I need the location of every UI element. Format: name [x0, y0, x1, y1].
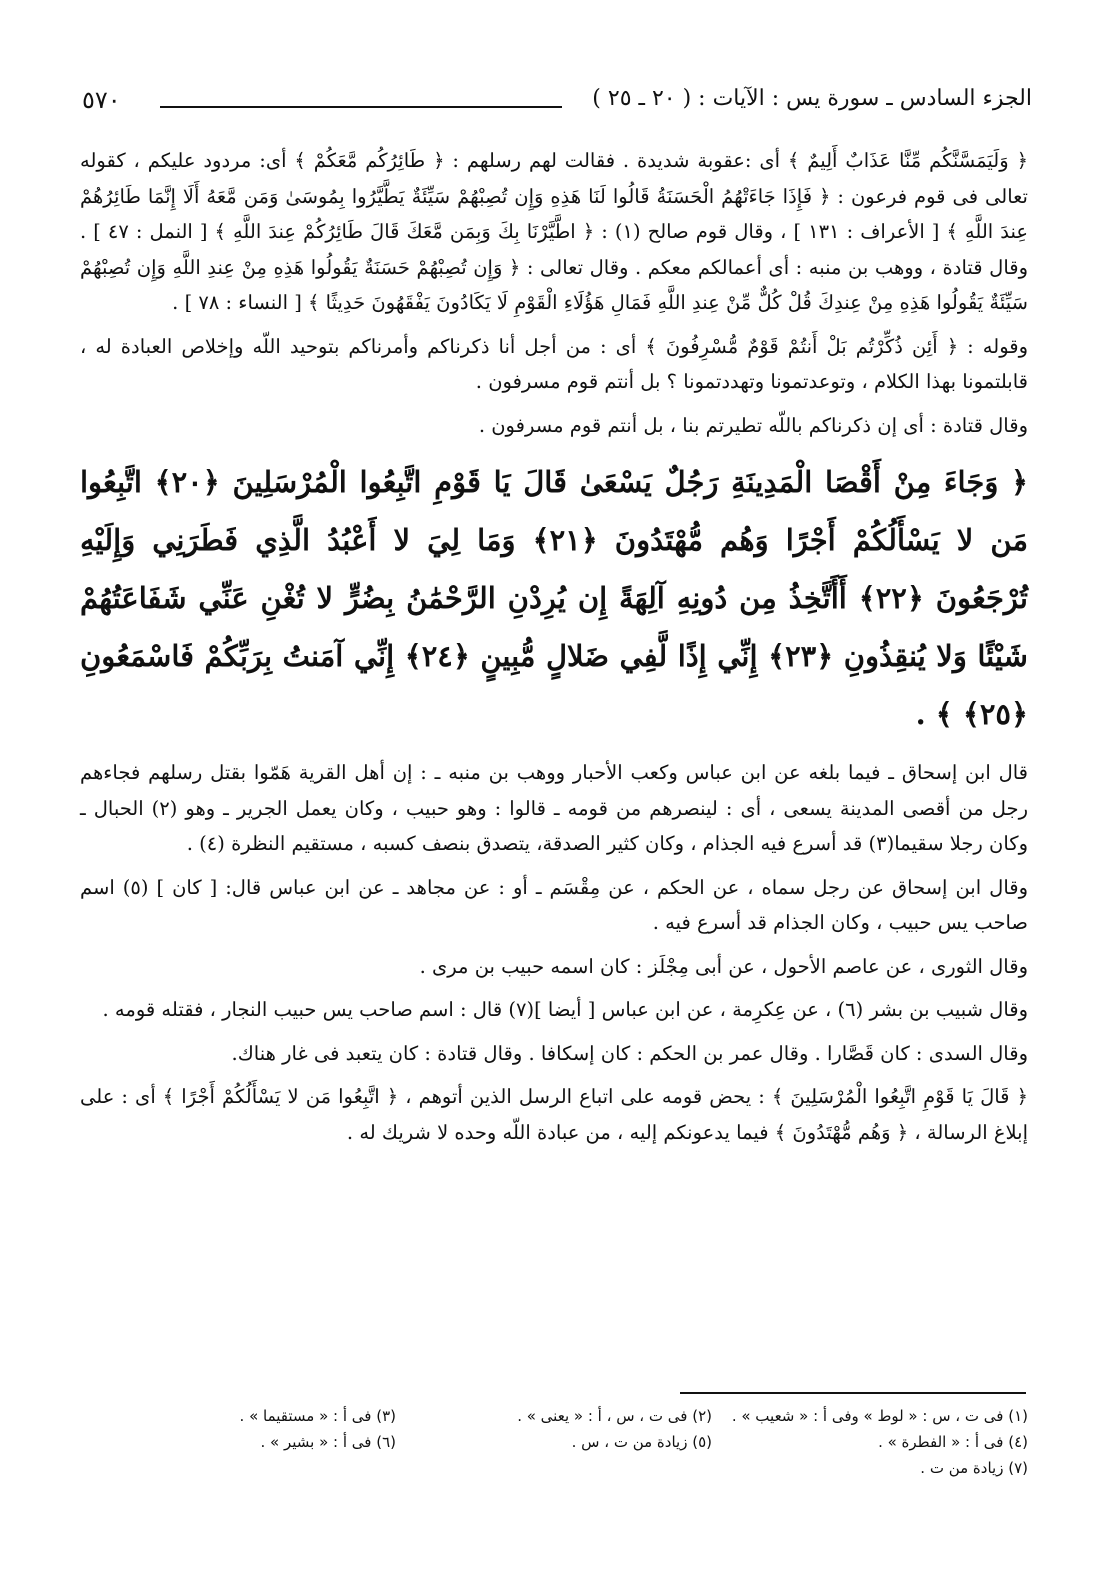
footnote-3: (٣) فى أ : « مستقيما » .: [239, 1407, 396, 1425]
paragraph-qatada: وقال قتادة : أى إن ذكرناكم باللّه تطيرتم بنا ، بل أنتم قوم مسرفون .: [478, 413, 1028, 437]
footnote-1: (١) فى ت ، س : « لوط » وفى أ : « شعيب » .: [731, 1407, 1028, 1425]
commentary-shabib: وقال شبيب بن بشر (٦) ، عن عِكرِمة ، عن ابن عباس [ أيضا ](٧) قال : اسم صاحب يس حبيب النجار ، فقتله قومه .: [102, 998, 1028, 1021]
page-body: [80, 143, 1028, 1158]
running-title: الجزء السادس ـ سورة يس : الآيات : ( ٢٠ ـ ٢٥ ): [592, 86, 1032, 111]
footnote-6: (٦) فى أ : « بشير » .: [260, 1433, 396, 1451]
footnote-row: [80, 1429, 1028, 1455]
page-header: [82, 86, 1032, 126]
footnote-5: (٥) زيادة من ت ، س .: [571, 1433, 712, 1451]
footnote-row: [80, 1455, 1028, 1481]
commentary-ibn-ishaq: قال ابن إسحاق ـ فيما بلغه عن ابن عباس وكعب الأحبار ووهب بن منبه ـ : إن أهل القرية هَمّوا بقتل رسلهم فجاءهم رجل من أقصى المدينة يسعى ، أى : لينصرهم من قومه ـ قالوا : وهو حبيب ، وكان يعمل الجرير ـ وهو (٢) الحبال ـ وكان رجلا سقيما(٣) قد أسرع فيه الجذام ، وكان كثير الصدقة، يتصدق بنصف كسبه ، مستقيم النظرة (٤) .: [80, 761, 1028, 855]
commentary-suddi: وقال السدى : كان قَصَّارا . وقال عمر بن الحكم : كان إسكافا . وقال قتادة : كان يتعبد فى غار هناك.: [231, 1041, 1028, 1065]
page-number: ٥٧٠: [82, 86, 121, 114]
footnotes: [80, 1403, 1028, 1481]
footnote-rule: [680, 1392, 1026, 1394]
commentary-thawri: وقال الثورى ، عن عاصم الأحول ، عن أبى مِجْلَز : كان اسمه حبيب بن مرى .: [419, 954, 1028, 978]
header-rule: [160, 106, 562, 108]
footnote-row: [80, 1403, 1028, 1429]
paragraph-musrifun: وقوله : ﴿ أَئِن ذُكِّرْتُم بَلْ أَنتُمْ قَوْمٌ مُّسْرِفُونَ ﴾ أى : من أجل أنا ذكرناكم وأمرناكم بتوحيد اللّه وإخلاص العبادة له ، قابلتمونا بهذا الكلام ، وتوعدتمونا وتهددتمونا ؟ بل أنتم قوم مسرفون .: [80, 334, 1028, 393]
commentary-ibn-abbas: وقال ابن إسحاق عن رجل سماه ، عن الحكم ، عن مِقْسَم ـ أو : عن مجاهد ـ عن ابن عباس قال: [ كان ] (٥) اسم صاحب يس حبيب ، وكان الجذام قد أسرع فيه .: [80, 875, 1028, 934]
paragraph-intro: ﴿ وَلَيَمَسَّنَّكُم مِّنَّا عَذَابٌ أَلِيمٌ ﴾ أى :عقوبة شديدة . فقالت لهم رسلهم : ﴿ طَائِرُكُم مَّعَكُمْ ﴾ أى: مردود عليكم ، كقوله تعالى فى قوم فرعون : ﴿ فَإِذَا جَاءَتْهُمُ الْحَسَنَةُ قَالُوا لَنَا هَذِهِ وَإِن تُصِبْهُمْ سَيِّئَةٌ يَطَّيَّرُوا بِمُوسَىٰ وَمَن مَّعَهُ أَلَا إِنَّمَا طَائِرُهُمْ عِندَ اللَّهِ ﴾ [ الأعراف : ١٣١ ] ، وقال قوم صالح (١) : ﴿ اطَّيَّرْنَا بِكَ وَبِمَن مَّعَكَ قَالَ طَائِرُكُمْ عِندَ اللَّهِ ﴾ [ النمل : ٤٧ ] . وقال قتادة ، ووهب بن منبه : أى أعمالكم معكم . وقال تعالى : ﴿ وَإِن تُصِبْهُمْ حَسَنَةٌ يَقُولُوا هَذِهِ مِنْ عِندِ اللَّهِ وَإِن تُصِبْهُمْ سَيِّئَةٌ يَقُولُوا هَذِهِ مِنْ عِندِكَ قُلْ كُلٌّ مِّنْ عِندِ اللَّهِ فَمَالِ هَؤُلَاءِ الْقَوْمِ لَا يَكَادُونَ يَفْقَهُونَ حَدِيثًا ﴾ [ النساء : ٧٨ ] .: [80, 149, 1029, 314]
quran-verse-block: ﴿ وَجَاءَ مِنْ أَقْصَا الْمَدِينَةِ رَجُلٌ يَسْعَىٰ قَالَ يَا قَوْمِ اتَّبِعُوا الْمُرْسَلِينَ ﴿٢٠﴾ اتَّبِعُوا مَن لا يَسْأَلُكُمْ أَجْرًا وَهُم مُّهْتَدُونَ ﴿٢١﴾ وَمَا لِيَ لا أَعْبُدُ الَّذِي فَطَرَنِي وَإِلَيْهِ تُرْجَعُونَ ﴿٢٢﴾ أَأَتَّخِذُ مِن دُونِهِ آلِهَةً إِن يُرِدْنِ الرَّحْمَٰنُ بِضُرٍّ لا تُغْنِ عَنِّي شَفَاعَتُهُمْ شَيْئًا وَلا يُنقِذُونِ ﴿٢٣﴾ إِنِّي إِذًا لَّفِي ضَلالٍ مُّبِينٍ ﴿٢٤﴾ إِنِّي آمَنتُ بِرَبِّكُمْ فَاسْمَعُونِ ﴿٢٥﴾ ﴾ .: [80, 465, 1029, 731]
footnote-2: (٢) فى ت ، س ، أ : « يعنى » .: [517, 1407, 712, 1425]
footnote-4: (٤) فى أ : « الفطرة » .: [878, 1433, 1028, 1451]
commentary-verse-20-21: ﴿ قَالَ يَا قَوْمِ اتَّبِعُوا الْمُرْسَلِينَ ﴾ : يحض قومه على اتباع الرسل الذين أتوهم ، ﴿ اتَّبِعُوا مَن لا يَسْأَلُكُمْ أَجْرًا ﴾ أى : على إبلاغ الرسالة ، ﴿ وَهُم مُّهْتَدُونَ ﴾ فيما يدعونكم إليه ، من عبادة اللّه وحده لا شريك له .: [80, 1085, 1028, 1144]
footnote-7: (٧) زيادة من ت .: [920, 1459, 1028, 1477]
